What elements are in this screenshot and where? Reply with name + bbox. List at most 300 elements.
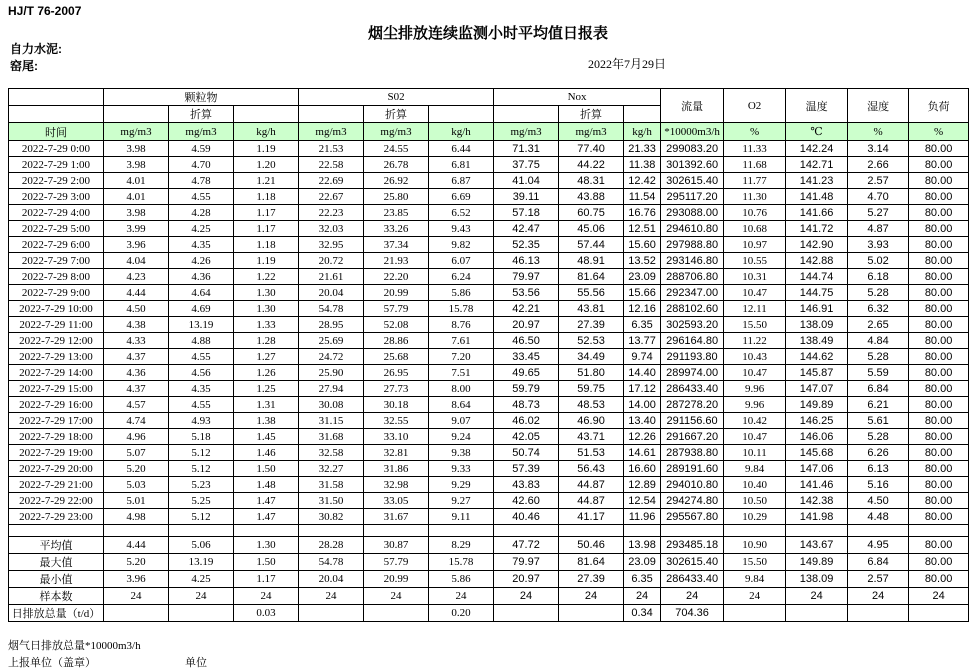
value-cell: 24 [299,588,364,605]
value-cell: 294274.80 [661,493,724,509]
value-cell: 24 [724,588,786,605]
value-cell: 25.80 [364,189,429,205]
value-cell: 33.05 [364,493,429,509]
table-row [9,221,969,237]
max-row [9,554,969,571]
value-cell: 142.88 [786,253,848,269]
value-cell: 11.38 [624,157,661,173]
value-cell: 24 [364,588,429,605]
value-cell: 138.09 [786,317,848,333]
value-cell: 23.09 [624,554,661,571]
value-cell: 13.77 [624,333,661,349]
value-cell: 1.21 [234,173,299,189]
value-cell: 9.27 [429,493,494,509]
value-cell: 20.04 [299,285,364,301]
value-cell: 6.13 [848,461,909,477]
table-row [9,429,969,445]
empty-cell [494,106,559,123]
value-cell: 50.74 [494,445,559,461]
value-cell [494,525,559,537]
value-cell: 24 [494,588,559,605]
value-cell: 5.59 [848,365,909,381]
value-cell [429,525,494,537]
value-cell: 80.00 [909,237,969,253]
value-cell: 4.37 [104,381,169,397]
value-cell: 1.30 [234,537,299,554]
value-cell: 4.55 [169,349,234,365]
value-cell: 5.01 [104,493,169,509]
value-cell: 5.28 [848,429,909,445]
value-cell: 1.47 [234,509,299,525]
value-cell: 47.72 [494,537,559,554]
value-cell: 11.68 [724,157,786,173]
value-cell: 31.15 [299,413,364,429]
group-humidity: 湿度 [848,89,909,123]
value-cell: 293088.00 [661,205,724,221]
value-cell: 10.47 [724,285,786,301]
value-cell: 4.01 [104,189,169,205]
value-cell: 33.45 [494,349,559,365]
value-cell: 1.26 [234,365,299,381]
value-cell: 138.09 [786,571,848,588]
value-cell: 48.91 [559,253,624,269]
value-cell: 4.87 [848,221,909,237]
value-cell: 80.00 [909,571,969,588]
unit-header: mg/m3 [364,123,429,141]
value-cell: 5.18 [169,429,234,445]
value-cell: 24 [234,588,299,605]
value-cell: 5.28 [848,285,909,301]
value-cell: 5.03 [104,477,169,493]
value-cell: 59.75 [559,381,624,397]
value-cell: 80.00 [909,477,969,493]
table-row [9,477,969,493]
unit-header: kg/h [234,123,299,141]
value-cell: 26.95 [364,365,429,381]
value-cell: 6.35 [624,317,661,333]
summary-label-cell: 最大值 [9,554,104,571]
value-cell: 10.42 [724,413,786,429]
value-cell: 1.18 [234,237,299,253]
value-cell: 1.20 [234,157,299,173]
value-cell: 4.35 [169,237,234,253]
value-cell: 77.40 [559,141,624,157]
value-cell: 81.64 [559,554,624,571]
value-cell: 6.87 [429,173,494,189]
summary-label-cell: 最小值 [9,571,104,588]
value-cell: 1.17 [234,205,299,221]
empty-cell [104,106,169,123]
time-column-header: 时间 [9,123,104,141]
value-cell: 3.99 [104,221,169,237]
value-cell: 55.56 [559,285,624,301]
value-cell: 56.43 [559,461,624,477]
value-cell: 27.39 [559,317,624,333]
value-cell: 43.83 [494,477,559,493]
value-cell: 4.69 [169,301,234,317]
unit-header: ℃ [786,123,848,141]
value-cell [104,525,169,537]
value-cell: 294010.80 [661,477,724,493]
value-cell: 13.52 [624,253,661,269]
value-cell: 6.52 [429,205,494,221]
value-cell: 4.84 [848,333,909,349]
value-cell: 7.61 [429,333,494,349]
value-cell: 4.38 [104,317,169,333]
value-cell: 43.81 [559,301,624,317]
value-cell: 5.12 [169,509,234,525]
value-cell: 288706.80 [661,269,724,285]
value-cell: 34.49 [559,349,624,365]
value-cell: 5.12 [169,445,234,461]
time-cell: 2022-7-29 1:00 [9,157,104,173]
value-cell: 11.54 [624,189,661,205]
unit-header: mg/m3 [559,123,624,141]
value-cell: 6.69 [429,189,494,205]
value-cell: 6.26 [848,445,909,461]
value-cell: 14.00 [624,397,661,413]
value-cell: 24 [104,588,169,605]
value-cell: 15.50 [724,554,786,571]
group-flow: 流量 [661,89,724,123]
value-cell: 23.85 [364,205,429,221]
value-cell: 24.55 [364,141,429,157]
unit-header: mg/m3 [299,123,364,141]
table-row [9,509,969,525]
value-cell: 40.46 [494,509,559,525]
value-cell: 8.29 [429,537,494,554]
value-cell: 22.58 [299,157,364,173]
value-cell: 15.78 [429,301,494,317]
value-cell: 13.19 [169,317,234,333]
value-cell: 80.00 [909,445,969,461]
value-cell: 4.44 [104,537,169,554]
table-row [9,285,969,301]
unit-label: 单位 [185,657,207,669]
time-cell: 2022-7-29 3:00 [9,189,104,205]
value-cell: 22.20 [364,269,429,285]
value-cell: 27.94 [299,381,364,397]
value-cell: 32.95 [299,237,364,253]
value-cell: 14.61 [624,445,661,461]
value-cell [724,605,786,622]
value-cell: 1.19 [234,253,299,269]
value-cell: 43.71 [559,429,624,445]
value-cell: 32.03 [299,221,364,237]
value-cell: 11.96 [624,509,661,525]
value-cell: 43.88 [559,189,624,205]
value-cell: 57.79 [364,554,429,571]
value-cell: 4.23 [104,269,169,285]
value-cell: 4.55 [169,189,234,205]
value-cell: 1.48 [234,477,299,493]
value-cell: 8.00 [429,381,494,397]
value-cell: 32.27 [299,461,364,477]
value-cell: 5.28 [848,349,909,365]
value-cell: 12.54 [624,493,661,509]
unit-header: mg/m3 [104,123,169,141]
header-group-row [9,89,969,106]
value-cell: 0.34 [624,605,661,622]
value-cell: 4.70 [848,189,909,205]
value-cell: 5.20 [104,554,169,571]
value-cell: 37.75 [494,157,559,173]
value-cell: 6.07 [429,253,494,269]
value-cell: 4.64 [169,285,234,301]
value-cell [169,525,234,537]
value-cell: 20.97 [494,317,559,333]
value-cell: 28.86 [364,333,429,349]
value-cell: 46.90 [559,413,624,429]
spacer-row [9,525,969,537]
standard-number: HJ/T 76-2007 [8,4,82,18]
value-cell: 289191.60 [661,461,724,477]
units-row [9,123,969,141]
value-cell: 144.62 [786,349,848,365]
value-cell: 4.04 [104,253,169,269]
value-cell: 50.46 [559,537,624,554]
value-cell: 4.95 [848,537,909,554]
value-cell: 10.68 [724,221,786,237]
value-cell: 4.59 [169,141,234,157]
value-cell: 6.18 [848,269,909,285]
summary-label-cell: 平均值 [9,537,104,554]
value-cell: 0.20 [429,605,494,622]
table-row [9,445,969,461]
value-cell: 1.18 [234,189,299,205]
value-cell: 25.69 [299,333,364,349]
value-cell: 15.50 [724,317,786,333]
value-cell: 9.96 [724,397,786,413]
value-cell: 30.18 [364,397,429,413]
value-cell: 15.66 [624,285,661,301]
value-cell: 51.53 [559,445,624,461]
value-cell: 26.92 [364,173,429,189]
value-cell: 12.26 [624,429,661,445]
value-cell: 24 [559,588,624,605]
value-cell: 44.87 [559,477,624,493]
value-cell: 57.18 [494,205,559,221]
value-cell: 4.70 [169,157,234,173]
value-cell: 52.53 [559,333,624,349]
value-cell [169,605,234,622]
value-cell: 80.00 [909,205,969,221]
value-cell: 297988.80 [661,237,724,253]
value-cell: 4.33 [104,333,169,349]
empty-cell [234,106,299,123]
value-cell: 28.95 [299,317,364,333]
value-cell: 4.78 [169,173,234,189]
value-cell: 286433.40 [661,381,724,397]
value-cell: 27.39 [559,571,624,588]
time-cell: 2022-7-29 13:00 [9,349,104,365]
value-cell: 52.08 [364,317,429,333]
value-cell: 80.00 [909,253,969,269]
unit-header: % [848,123,909,141]
value-cell: 4.35 [169,381,234,397]
min-row [9,571,969,588]
time-cell: 2022-7-29 7:00 [9,253,104,269]
value-cell: 51.80 [559,365,624,381]
value-cell: 24 [661,588,724,605]
value-cell: 24 [624,588,661,605]
value-cell: 30.08 [299,397,364,413]
value-cell: 6.81 [429,157,494,173]
value-cell [299,525,364,537]
value-cell: 296164.80 [661,333,724,349]
value-cell: 10.47 [724,429,786,445]
value-cell: 1.17 [234,571,299,588]
value-cell: 141.48 [786,189,848,205]
value-cell: 2.57 [848,173,909,189]
value-cell: 21.61 [299,269,364,285]
value-cell: 20.99 [364,571,429,588]
value-cell: 287938.80 [661,445,724,461]
value-cell: 80.00 [909,493,969,509]
value-cell: 1.46 [234,445,299,461]
value-cell: 9.07 [429,413,494,429]
value-cell: 5.12 [169,461,234,477]
value-cell: 704.36 [661,605,724,622]
time-cell: 2022-7-29 5:00 [9,221,104,237]
value-cell: 2.66 [848,157,909,173]
value-cell: 33.26 [364,221,429,237]
value-cell: 80.00 [909,173,969,189]
value-cell: 80.00 [909,365,969,381]
value-cell: 4.48 [848,509,909,525]
value-cell: 293485.18 [661,537,724,554]
table-row [9,205,969,221]
value-cell: 2.57 [848,571,909,588]
value-cell: 31.58 [299,477,364,493]
value-cell: 9.11 [429,509,494,525]
value-cell: 3.96 [104,571,169,588]
value-cell: 149.89 [786,397,848,413]
value-cell: 10.50 [724,493,786,509]
value-cell: 16.76 [624,205,661,221]
value-cell: 80.00 [909,333,969,349]
value-cell: 8.64 [429,397,494,413]
table-row [9,253,969,269]
value-cell: 57.44 [559,237,624,253]
table-row [9,173,969,189]
empty-cell [9,525,104,537]
value-cell: 141.66 [786,205,848,221]
value-cell: 12.89 [624,477,661,493]
value-cell: 292347.00 [661,285,724,301]
value-cell: 80.00 [909,397,969,413]
table-row [9,349,969,365]
value-cell: 287278.20 [661,397,724,413]
value-cell: 3.98 [104,205,169,221]
value-cell: 9.84 [724,461,786,477]
value-cell: 80.00 [909,349,969,365]
value-cell: 4.26 [169,253,234,269]
value-cell: 2.65 [848,317,909,333]
value-cell: 9.24 [429,429,494,445]
value-cell: 79.97 [494,269,559,285]
value-cell: 24.72 [299,349,364,365]
value-cell: 20.72 [299,253,364,269]
value-cell: 142.90 [786,237,848,253]
value-cell: 1.30 [234,301,299,317]
value-cell: 6.21 [848,397,909,413]
value-cell: 4.50 [104,301,169,317]
table-row [9,157,969,173]
value-cell: 24 [848,588,909,605]
value-cell: 81.64 [559,269,624,285]
value-cell: 48.53 [559,397,624,413]
value-cell [909,605,969,622]
value-cell [661,525,724,537]
value-cell: 5.86 [429,571,494,588]
value-cell [234,525,299,537]
table-row [9,141,969,157]
value-cell: 4.96 [104,429,169,445]
table-row [9,301,969,317]
value-cell: 80.00 [909,509,969,525]
value-cell: 44.87 [559,493,624,509]
value-cell: 1.47 [234,493,299,509]
time-cell: 2022-7-29 22:00 [9,493,104,509]
value-cell [848,605,909,622]
value-cell [786,525,848,537]
value-cell: 21.93 [364,253,429,269]
value-cell: 24 [909,588,969,605]
value-cell [364,525,429,537]
value-cell: 5.02 [848,253,909,269]
value-cell: 9.43 [429,221,494,237]
value-cell: 10.31 [724,269,786,285]
value-cell: 149.89 [786,554,848,571]
value-cell: 141.72 [786,221,848,237]
time-cell: 2022-7-29 20:00 [9,461,104,477]
value-cell [624,525,661,537]
value-cell: 4.74 [104,413,169,429]
value-cell: 12.42 [624,173,661,189]
value-cell: 9.38 [429,445,494,461]
sample-count-row [9,588,969,605]
value-cell: 11.30 [724,189,786,205]
value-cell: 28.28 [299,537,364,554]
value-cell: 1.27 [234,349,299,365]
value-cell: 5.07 [104,445,169,461]
value-cell: 1.30 [234,285,299,301]
value-cell: 1.17 [234,221,299,237]
value-cell: 5.25 [169,493,234,509]
value-cell: 10.76 [724,205,786,221]
value-cell: 142.38 [786,493,848,509]
value-cell: 4.01 [104,173,169,189]
value-cell: 146.91 [786,301,848,317]
value-cell: 9.33 [429,461,494,477]
value-cell: 12.11 [724,301,786,317]
value-cell: 57.79 [364,301,429,317]
time-cell: 2022-7-29 9:00 [9,285,104,301]
value-cell: 42.47 [494,221,559,237]
value-cell: 31.86 [364,461,429,477]
value-cell: 4.28 [169,205,234,221]
value-cell: 31.50 [299,493,364,509]
time-cell: 2022-7-29 16:00 [9,397,104,413]
value-cell: 9.74 [624,349,661,365]
value-cell [299,605,364,622]
value-cell: 3.14 [848,141,909,157]
value-cell: 9.29 [429,477,494,493]
table-row [9,333,969,349]
value-cell: 41.17 [559,509,624,525]
value-cell: 291667.20 [661,429,724,445]
